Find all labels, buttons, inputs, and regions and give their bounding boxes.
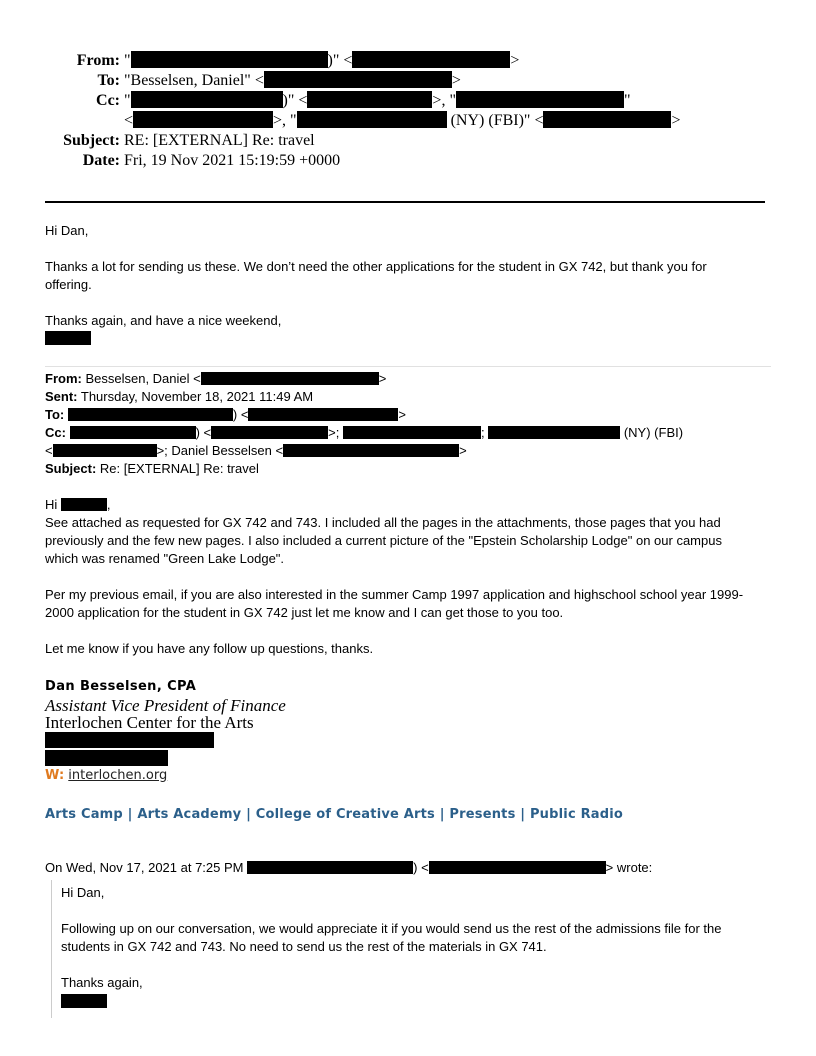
quote-bar <box>51 880 52 1018</box>
redaction <box>248 408 398 421</box>
header-from-row: From: " )" < > <box>76 52 520 69</box>
subject-label: Subject: <box>63 132 120 149</box>
message-hi: Hi , <box>45 497 111 512</box>
redaction <box>543 111 671 128</box>
redaction <box>283 444 459 457</box>
redaction <box>45 732 214 748</box>
redaction <box>53 444 157 457</box>
fwd-from-label: From: <box>45 371 82 386</box>
link-arts-camp[interactable]: Arts Camp <box>45 807 123 822</box>
header-cc-row-2: < >, " (NY) (FBI)" < > <box>124 112 681 129</box>
fwd-subject-label: Subject: <box>45 461 97 476</box>
redaction <box>45 331 91 345</box>
subject-value: RE: [EXTERNAL] Re: travel <box>124 132 315 149</box>
header-date-row <box>0 151 816 171</box>
from-label: From: <box>76 52 120 69</box>
redaction <box>264 71 452 88</box>
redaction <box>201 372 379 385</box>
signature-website <box>45 768 167 783</box>
date-label: Date: <box>82 152 120 169</box>
link-presents[interactable]: Presents <box>449 807 516 822</box>
redaction <box>133 111 273 128</box>
redaction <box>61 498 107 511</box>
signature-title: Assistant Vice President of Finance <box>45 696 286 715</box>
message-p1-line1: See attached as requested for GX 742 and 743. I included all the pages in the attachments, those pages that you had <box>45 515 721 530</box>
fwd-cc-row: Cc: ) < >; ; (NY) (FBI) <box>45 425 684 440</box>
message-p2-line2: 2000 application for the student in GX 742 just let me know and I can get those to you too. <box>45 605 564 620</box>
signature-org: Interlochen Center for the Arts <box>45 713 254 732</box>
website-label: W: <box>45 768 65 783</box>
reply-closing: Thanks again, and have a nice weekend, <box>45 313 282 328</box>
fwd-to-label: To: <box>45 407 65 422</box>
reply-line-2: offering. <box>45 277 92 292</box>
message-p1-line3: which was renamed "Green Lake Lodge". <box>45 551 285 566</box>
fwd-sent-value: Thursday, November 18, 2021 11:49 AM <box>80 389 314 404</box>
website-link[interactable]: interlochen.org <box>68 768 168 783</box>
fwd-sent-label: Sent: <box>45 389 78 404</box>
date-value: Fri, 19 Nov 2021 15:19:59 +0000 <box>124 152 341 169</box>
redaction <box>307 91 432 108</box>
redaction <box>343 426 481 439</box>
link-public-radio[interactable]: Public Radio <box>529 807 624 822</box>
quoted-closing: Thanks again, <box>61 975 143 990</box>
header-to-row: To: "Besselsen, Daniel" < > <box>97 72 461 89</box>
quoted-line-2: students in GX 742 and 743. No need to send us the rest of the materials in GX 741. <box>61 939 547 954</box>
redaction <box>456 91 624 108</box>
redaction <box>488 426 620 439</box>
redaction <box>352 51 510 68</box>
quoted-line-1: Following up on our conversation, we would appreciate it if you would send us the rest of the admissions file for the <box>61 921 722 936</box>
redaction <box>429 861 606 874</box>
cc-label: Cc: <box>96 92 120 109</box>
redaction <box>61 994 107 1008</box>
redaction <box>68 408 233 421</box>
redaction <box>247 861 413 874</box>
reply-greeting: Hi Dan, <box>45 223 89 238</box>
redaction <box>131 91 283 108</box>
fwd-subject-row <box>45 460 259 478</box>
redaction <box>131 51 328 68</box>
fwd-from-row: From: Besselsen, Daniel < > <box>45 371 387 386</box>
fwd-cc-label: Cc: <box>45 425 66 440</box>
header-subject-row <box>0 131 816 151</box>
header-cc-row: Cc: " )" < >, " " <box>96 92 631 109</box>
fwd-sent-row <box>45 388 313 406</box>
quoted-intro: On Wed, Nov 17, 2021 at 7:25 PM ) < > wrote: <box>45 860 653 875</box>
redaction <box>70 426 196 439</box>
email-header <box>0 51 816 171</box>
reply-line-1: Thanks a lot for sending us these. We don’t need the other applications for the student in GX 742, but thank you for <box>45 259 707 274</box>
header-divider <box>45 201 765 203</box>
redaction <box>211 426 328 439</box>
message-p1-line2: previously and the few new pages. I also included a current picture of the "Epstein Scholarship Lodge" on our campus <box>45 533 722 548</box>
link-arts-academy[interactable]: Arts Academy <box>137 807 242 822</box>
message-separator <box>45 366 771 367</box>
signature-links: Arts Camp | Arts Academy | College of Creative Arts | Presents | Public Radio <box>45 807 624 822</box>
redaction <box>297 111 447 128</box>
fwd-to-row: To: ) < > <box>45 407 407 422</box>
message-p2-line1: Per my previous email, if you are also interested in the summer Camp 1997 application and highschool school year 1999- <box>45 587 744 602</box>
signature-name: Dan Besselsen, CPA <box>45 679 197 694</box>
fwd-subject-value: Re: [EXTERNAL] Re: travel <box>99 461 259 476</box>
quoted-greeting: Hi Dan, <box>61 885 105 900</box>
redaction <box>45 750 168 766</box>
message-p3: Let me know if you have any follow up questions, thanks. <box>45 641 374 656</box>
to-label: To: <box>97 72 120 89</box>
link-college-of-creative-arts[interactable]: College of Creative Arts <box>255 807 435 822</box>
fwd-cc-row-2: < >; Daniel Besselsen < > <box>45 443 467 458</box>
